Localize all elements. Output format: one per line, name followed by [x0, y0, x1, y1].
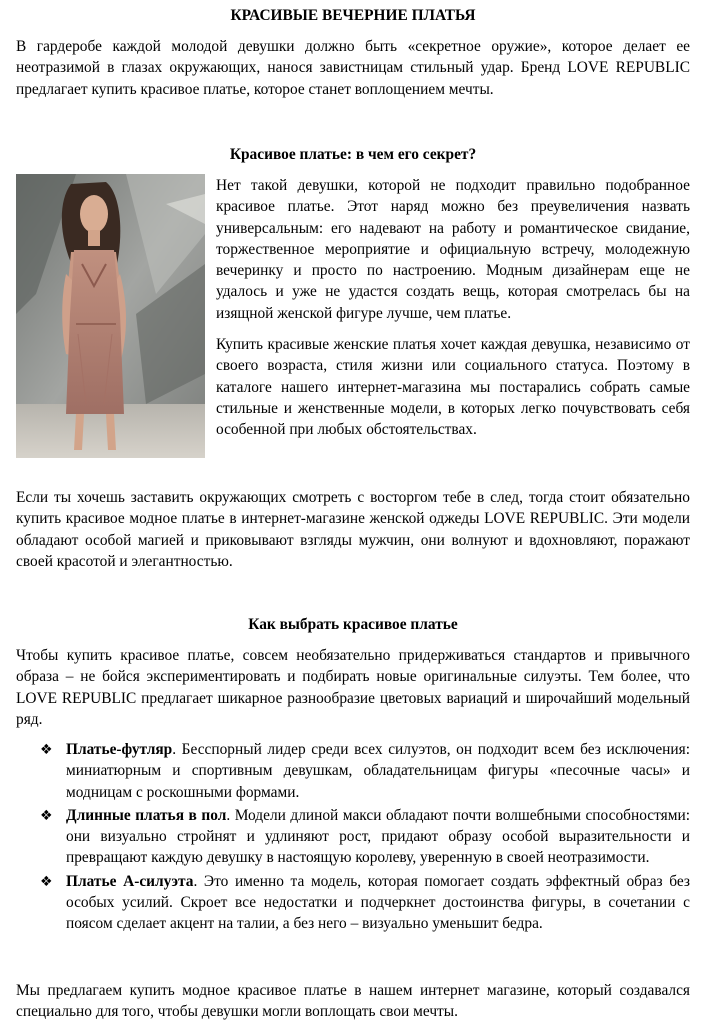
list-item-text: . Модели длиной макси обладают почти волшебными способностями: они визуально стройнят и удлиняют рост, придают образу особой выразительности и превращают каждую девушку в настоящую королеву, уверенную в своей неотразимости.: [66, 806, 690, 867]
diamond-bullet-icon: ❖: [40, 807, 53, 824]
intro-paragraph: В гардеробе каждой молодой девушки должно быть «секретное оружие», которое делает ее неотразимой в глазах окружающих, нанося завистницам стильный удар. Бренд LOVE REPUBLIC предлагает купить красивое платье, которое станет воплощением мечты.: [16, 38, 690, 98]
section1-text-column: [216, 175, 690, 441]
list-item: [16, 805, 690, 869]
section2-heading: Как выбрать красивое платье: [248, 616, 458, 633]
list-item-title: Платье А-силуэта: [66, 872, 194, 890]
section1-paragraph-3: Если ты хочешь заставить окружающих смотреть с восторгом тебе в след, тогда стоит обязательно купить красивое модное платье в интернет-магазине женской оджеды LOVE REPUBLIC. Эти модели обладают особой магией и приковывают взгляды мужчин, они волнуют и вдохновляют, поражают своей красотой и элегантностью.: [16, 489, 690, 570]
page-title: КРАСИВЫЕ ВЕЧЕРНИЕ ПЛАТЬЯ: [230, 7, 476, 24]
section1-heading: Красивое платье: в чем его секрет?: [229, 146, 477, 163]
silhouette-list: [16, 739, 690, 937]
section2-paragraph-1: Чтобы купить красивое платье, совсем необязательно придерживаться стандартов и привычного образа – не бойся экспериментировать и подбирать новые оригинальные силуэты. Тем более, что LOVE REPUBLIC предлагает шикарное разнообразие цветовых вариаций и широчайший модельный ряд.: [16, 647, 690, 728]
list-item-text: . Бесспорный лидер среди всех силуэтов, он подходит всем без исключения: миниатюрным и спортивным девушкам, обладательницам фигуры «песочные часы» и модницам с роскошными формами.: [66, 741, 690, 801]
diamond-bullet-icon: ❖: [40, 742, 53, 758]
list-item-text: . Это именно та модель, которая помогает создать эффектный образ без особых усилий. Скроет все недостатки и подчеркнет достоинства фигуры, в сочетании с поясом сделает акцент на талии, а без него – визуально уменьшит бедра.: [66, 872, 690, 933]
section1-paragraph-1: Нет такой девушки, которой не подходит правильно подобранное красивое платье. Этот наряд можно без преувеличения назвать универсальным: его надевают на работу и романтическое свидание, торжественное мероприятие и официальную встречу, молодежную вечеринку и просто по настроению. Модным дизайнерам еще не удалось и уже не удастся создать вещь, которая смотрелась бы на изящной женской фигуре лучше, чем платье.: [216, 177, 690, 322]
list-item-title: Длинные платья в пол: [66, 806, 227, 824]
diamond-bullet-icon: ❖: [40, 873, 53, 890]
woman-in-dress-image: [16, 174, 205, 458]
list-item-title: Платье-футляр: [66, 741, 173, 758]
list-item: [16, 739, 690, 803]
outro-paragraph: Мы предлагаем купить модное красивое платье в нашем интернет магазине, который создавался специально для того, чтобы девушки могли воплощать свои мечты.: [16, 982, 690, 1021]
list-item: [16, 871, 690, 935]
dress-photo: [16, 174, 205, 458]
section1-paragraph-2: Купить красивые женские платья хочет каждая девушка, независимо от своего возраста, стиля жизни или социального статуса. Поэтому в каталоге нашего интернет-магазина мы постарались собрать самые стильные и женственные модели, в которых легко почувствовать себя особенной при любых обстоятельствах.: [216, 336, 690, 439]
